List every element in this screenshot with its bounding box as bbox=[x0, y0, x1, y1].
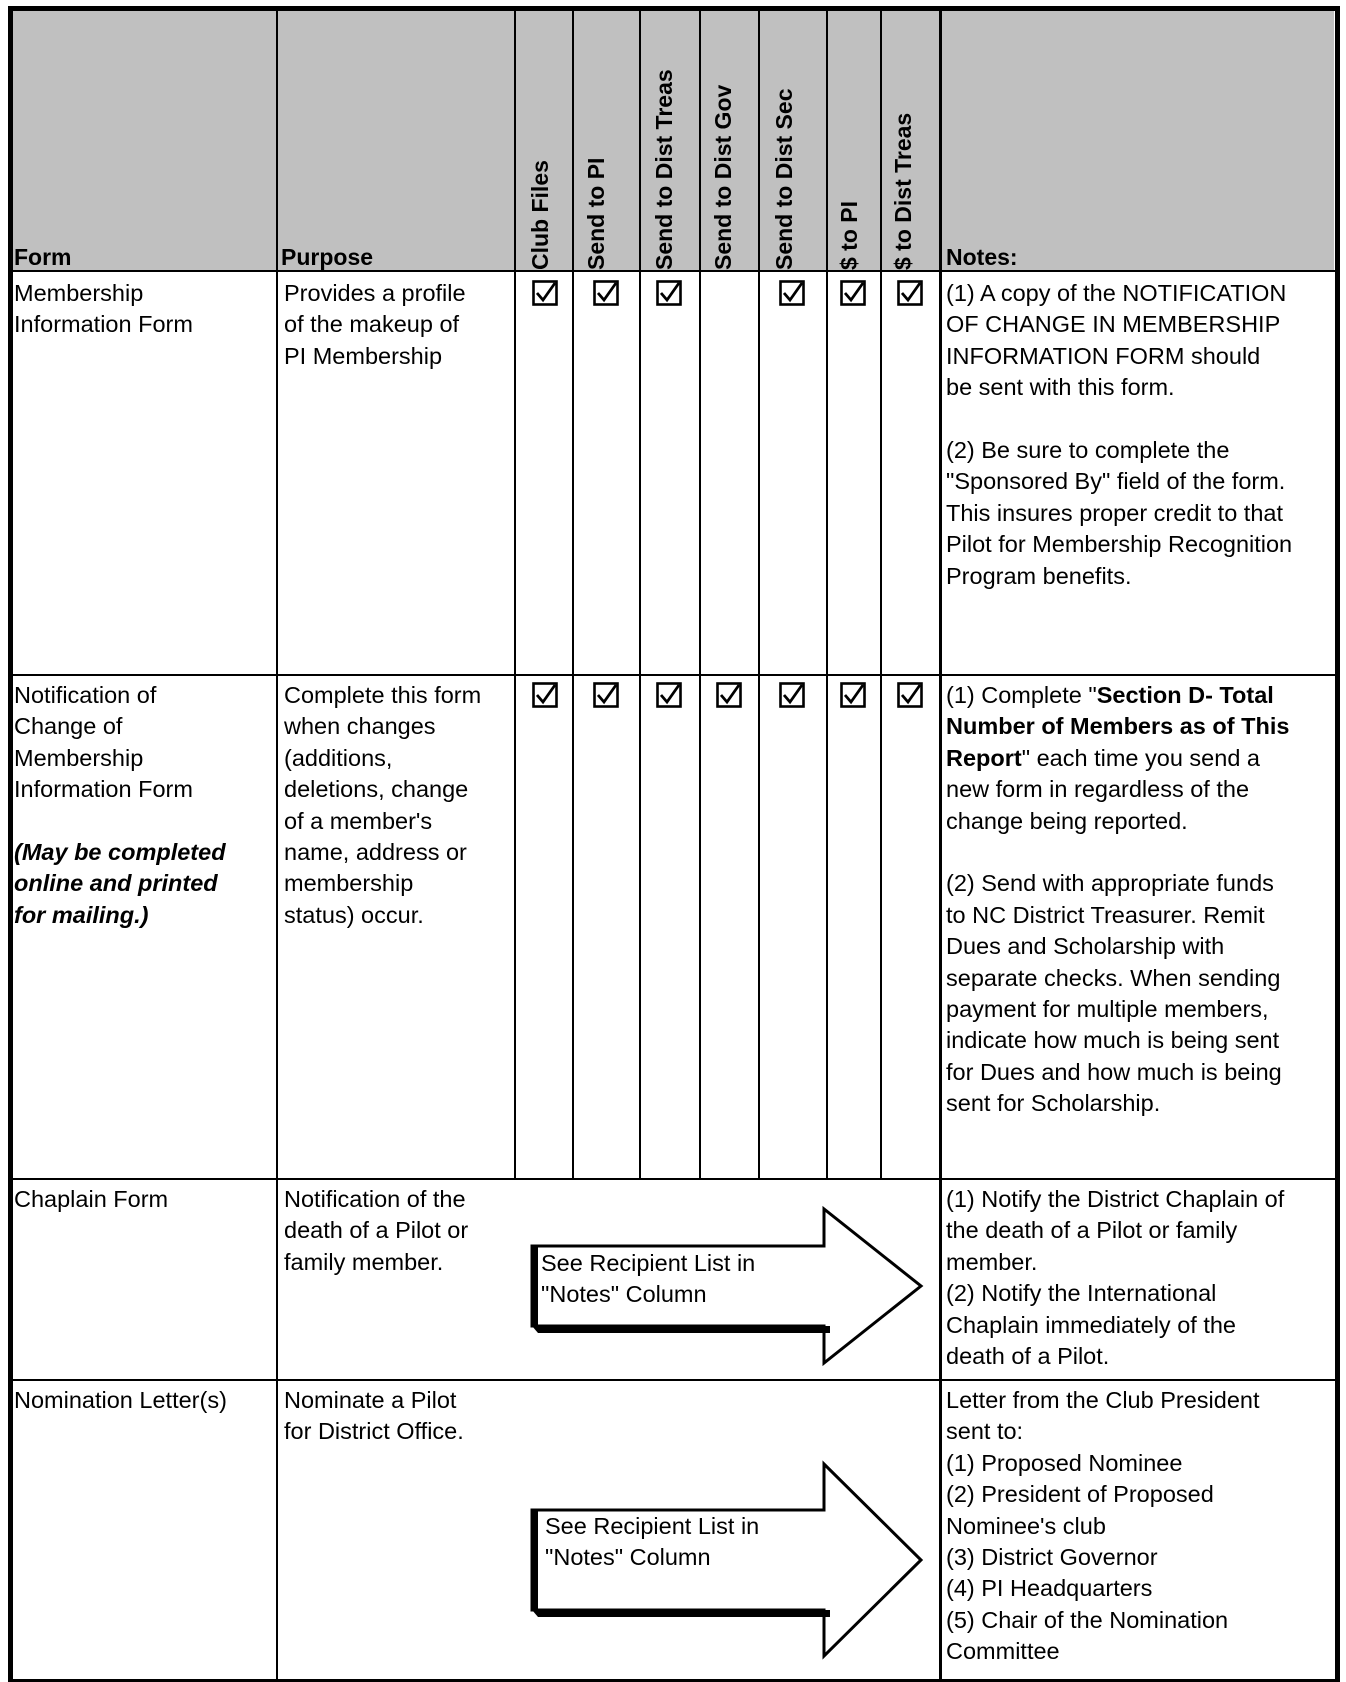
col-divider bbox=[880, 10, 882, 1178]
row4-notes: Letter from the Club President sent to: (1) Proposed Nominee (2) President of Proposed Nominee's club (3) District Governor (4) PI Headquarters (5) Chair of the Nomination Committee bbox=[946, 1387, 1260, 1665]
row3-purpose: Notification of the death of a Pilot or family member. bbox=[284, 1186, 469, 1275]
row3-form: Chaplain Form bbox=[14, 1186, 169, 1212]
border-left bbox=[8, 6, 13, 1682]
border-top bbox=[8, 6, 1340, 11]
checkbox-checked-icon bbox=[840, 280, 867, 307]
header-form: Form bbox=[14, 244, 72, 270]
header-dollar-to-pi: $ to PI bbox=[836, 200, 862, 270]
checkbox-checked-icon bbox=[593, 280, 620, 307]
row-divider bbox=[8, 1178, 1340, 1180]
header-dollar-to-dist-treas: $ to Dist Treas bbox=[890, 112, 916, 270]
row2-purpose: Complete this form when changes (additions, deletions, change of a member's name, address or membership status) occur. bbox=[284, 682, 482, 928]
checkbox-checked-icon bbox=[897, 682, 924, 709]
header-send-to-dist-treas: Send to Dist Treas bbox=[651, 69, 677, 270]
col-divider bbox=[572, 10, 574, 1178]
row-divider bbox=[8, 674, 1340, 676]
row2-form: Notification of Change of Membership Information Form (May be completed online and printed for mailing.) bbox=[14, 682, 226, 928]
row4-arrow-text: See Recipient List in "Notes" Column bbox=[545, 1513, 760, 1570]
row1-purpose: Provides a profile of the makeup of PI Membership bbox=[284, 280, 466, 369]
checkbox-checked-icon bbox=[532, 280, 559, 307]
checkbox-checked-icon bbox=[656, 682, 683, 709]
row4-purpose: Nominate a Pilot for District Office. bbox=[284, 1387, 464, 1445]
col-divider bbox=[639, 10, 641, 1178]
col-divider bbox=[826, 10, 828, 1178]
col-divider bbox=[758, 10, 760, 1178]
checkbox-checked-icon bbox=[897, 280, 924, 307]
col-divider bbox=[699, 10, 701, 1178]
col-divider bbox=[939, 10, 941, 1682]
header-notes: Notes: bbox=[946, 244, 1018, 270]
row3-arrow-text: See Recipient List in "Notes" Column bbox=[541, 1250, 756, 1307]
row-divider bbox=[8, 270, 1340, 272]
row-divider bbox=[8, 1379, 1340, 1381]
row4-form: Nomination Letter(s) bbox=[14, 1387, 227, 1413]
border-right bbox=[1335, 6, 1340, 1682]
header-send-to-dist-sec: Send to Dist Sec bbox=[771, 88, 797, 270]
checkbox-checked-icon bbox=[593, 682, 620, 709]
checkbox-checked-icon bbox=[779, 280, 806, 307]
header-send-to-dist-gov: Send to Dist Gov bbox=[710, 84, 736, 270]
checkbox-checked-icon bbox=[716, 682, 743, 709]
checkbox-checked-icon bbox=[532, 682, 559, 709]
col-divider bbox=[514, 10, 516, 1180]
row1-form: Membership Information Form bbox=[14, 280, 193, 338]
row2-notes: (1) Complete "Section D- Total Number of Members as of This Report" each time you send a new form in regardless of the change being reported. (2) Send with appropriate funds to NC District Treasurer. Remit Dues and Scholarship with separate checks. When sending payment for multiple members, indicate how much is being sent for Dues and how much is being sent for Scholarship. bbox=[946, 682, 1290, 1117]
header-purpose: Purpose bbox=[281, 244, 374, 270]
checkbox-checked-icon bbox=[840, 682, 867, 709]
col-divider bbox=[276, 10, 278, 1682]
row1-notes: (1) A copy of the NOTIFICATION OF CHANGE IN MEMBERSHIP INFORMATION FORM should be sent with this form. (2) Be sure to complete the "Sponsored By" field of the form. This insures proper credit to that Pilot for Membership Recognition Program benefits. bbox=[946, 280, 1293, 589]
row3-notes: (1) Notify the District Chaplain of the death of a Pilot or family member. (2) Notify the International Chaplain immediately of the death of a Pilot. bbox=[946, 1186, 1285, 1370]
header-club-files: Club Files bbox=[527, 160, 553, 270]
checkbox-checked-icon bbox=[779, 682, 806, 709]
checkbox-checked-icon bbox=[656, 280, 683, 307]
header-send-to-pi: Send to PI bbox=[583, 157, 609, 270]
